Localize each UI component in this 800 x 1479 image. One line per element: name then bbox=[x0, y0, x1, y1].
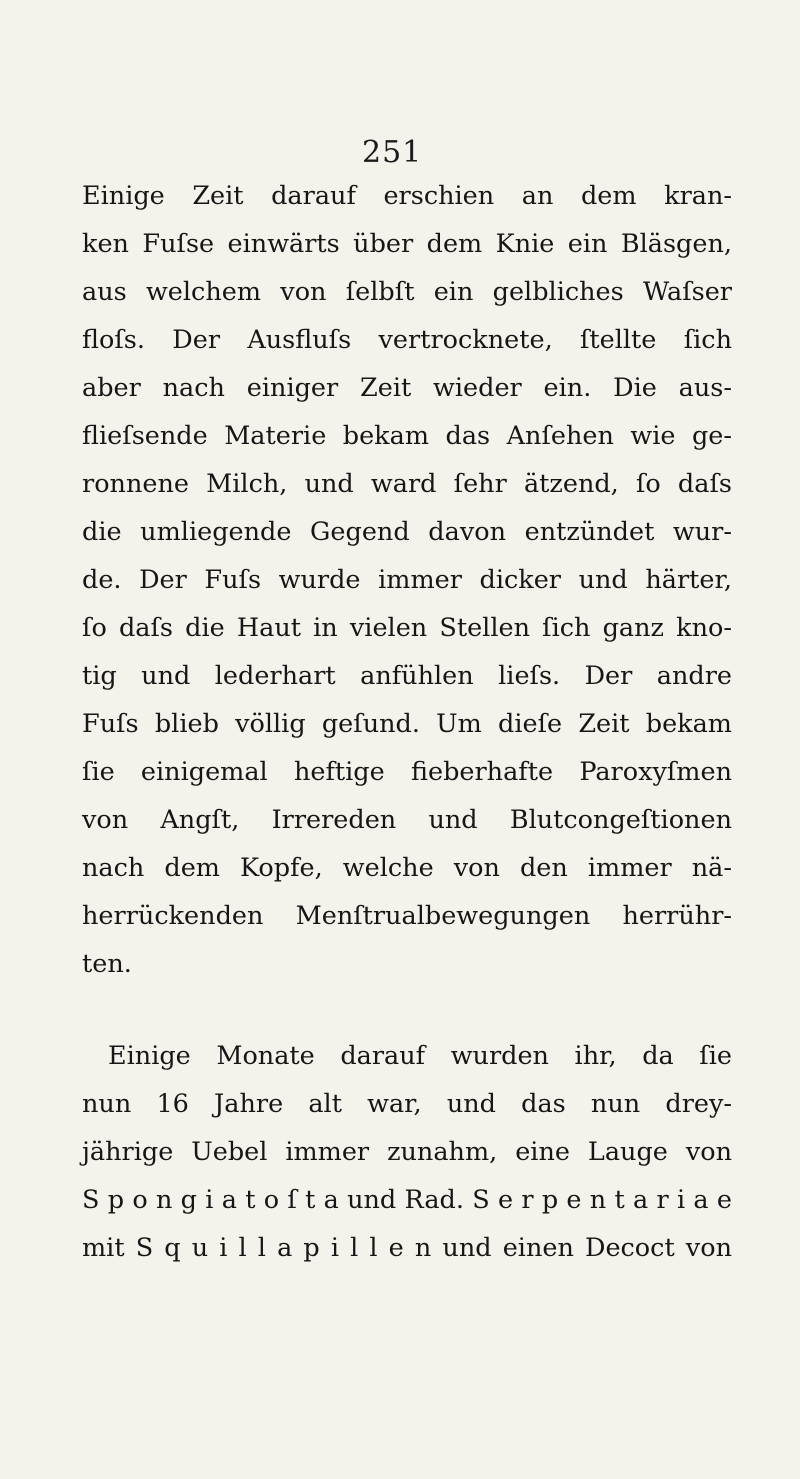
text-line: Einige Zeit darauf erschien an dem kran- bbox=[82, 181, 732, 211]
text-line: ſie einigemal heftige fieberhafte Paroxyſmen bbox=[82, 757, 732, 787]
text-line: aber nach einiger Zeit wieder ein. Die aus- bbox=[82, 373, 732, 403]
text-line: jährige Uebel immer zunahm, eine Lauge von bbox=[82, 1137, 732, 1167]
text-line: Fuſs blieb völlig geſund. Um dieſe Zeit bekam bbox=[82, 709, 732, 739]
text-line: flieſsende Materie bekam das Anſehen wie ge- bbox=[82, 421, 732, 451]
text-line: von Angſt, Irrereden und Blutcongeſtionen bbox=[82, 805, 732, 835]
text-line: S p o n g i a t o ſ t a und Rad. S e r p e n t a r i a e bbox=[82, 1185, 732, 1215]
text-line: ſo daſs die Haut in vielen Stellen ſich ganz kno- bbox=[82, 613, 732, 643]
text-line: mit S q u i l l a p i l l e n und einen Decoct von bbox=[82, 1233, 732, 1263]
text-line: ken Fuſse einwärts über dem Knie ein Bläsgen, bbox=[82, 229, 732, 259]
text-line: floſs. Der Ausfluſs vertrocknete, ſtellte ſich bbox=[82, 325, 732, 355]
text-line: nun 16 Jahre alt war, und das nun drey- bbox=[82, 1089, 732, 1119]
text-line: ronnene Milch, und ward ſehr ätzend, ſo daſs bbox=[82, 469, 732, 499]
text-line: die umliegende Gegend davon entzündet wur- bbox=[82, 517, 732, 547]
text-line: aus welchem von ſelbſt ein gelbliches Waſser bbox=[82, 277, 732, 307]
text-line: de. Der Fuſs wurde immer dicker und härter, bbox=[82, 565, 732, 595]
text-line: Einige Monate darauf wurden ihr, da ſie bbox=[108, 1041, 732, 1071]
page-number: 251 bbox=[362, 135, 423, 170]
text-line: ten. bbox=[82, 949, 132, 979]
text-line: tig und lederhart anfühlen lieſs. Der andre bbox=[82, 661, 732, 691]
text-line: nach dem Kopfe, welche von den immer nä- bbox=[82, 853, 732, 883]
text-line: herrückenden Menſtrualbewegungen herrühr- bbox=[82, 901, 732, 931]
